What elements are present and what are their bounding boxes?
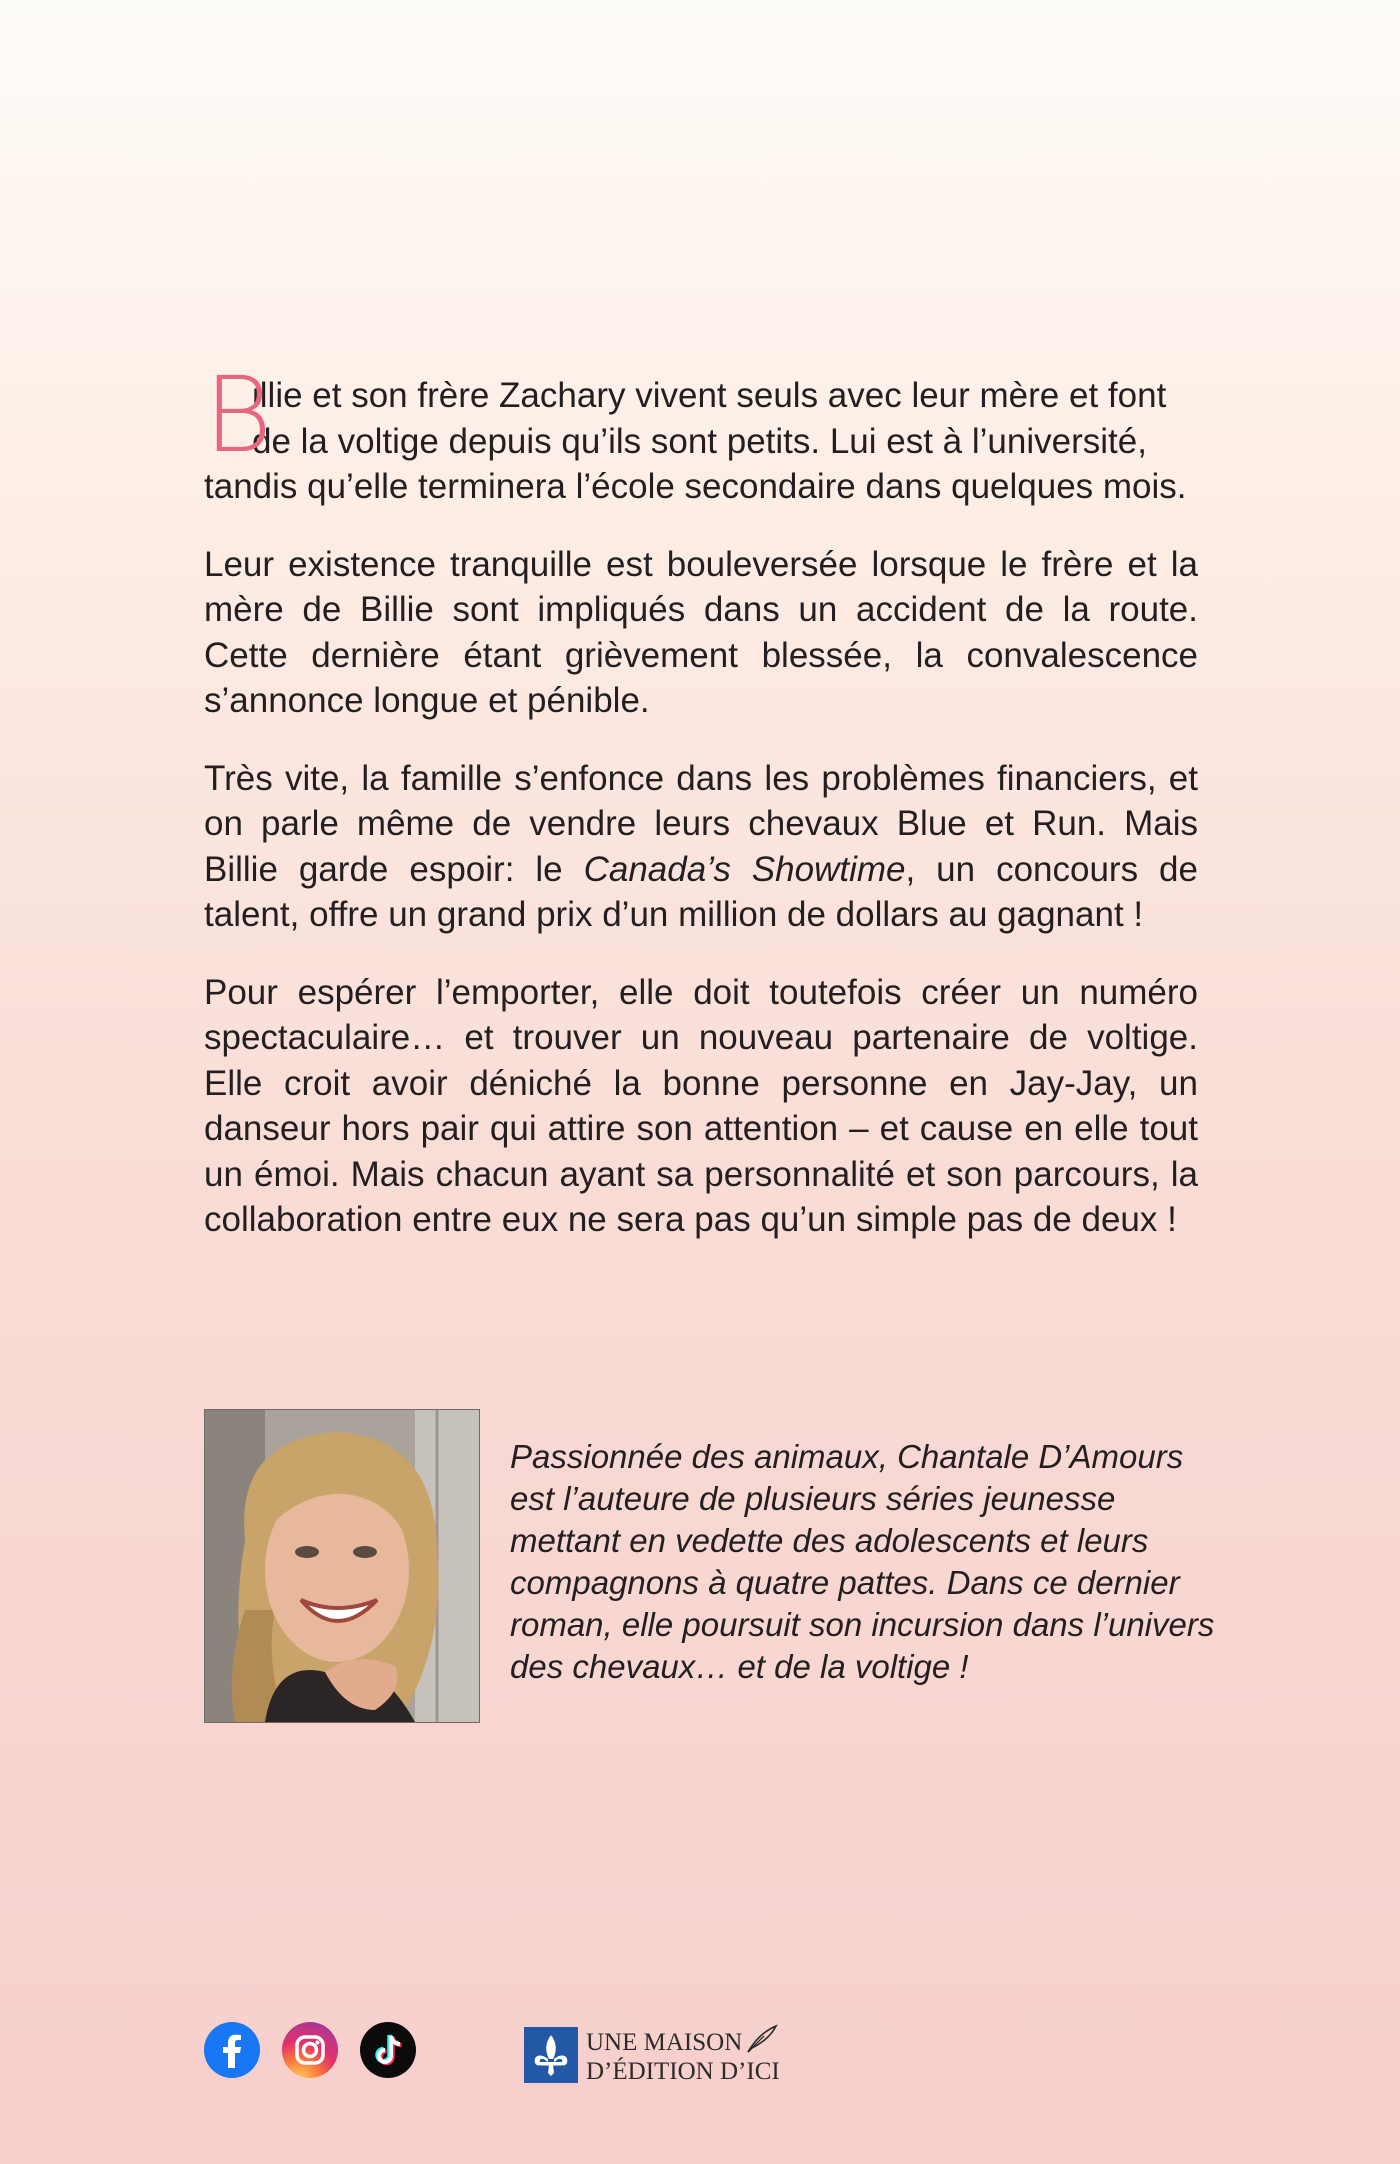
- bio-line: est l’auteure de plusieurs séries jeunesse: [510, 1480, 1116, 1517]
- instagram-icon: [282, 2022, 338, 2078]
- bio-line: des chevaux… et de la voltige !: [510, 1648, 969, 1685]
- blurb-paragraph-2: Leur existence tranquille est bouleversée lorsque le frère et la mère de Billie sont impliqués dans un accident de la route. Cette dernière étant grièvement blessée, la convalescence s’annonce longue et pénible.: [204, 544, 1198, 720]
- publisher-name: [586, 2024, 780, 2086]
- bio-line: roman, elle poursuit son incursion dans l’univers: [510, 1606, 1215, 1643]
- bio-line: compagnons à quatre pattes. Dans ce dernier: [510, 1564, 1180, 1601]
- bio-line: mettant en vedette des adolescents et leurs: [510, 1522, 1149, 1559]
- publisher-line-1-text: UNE MAISON: [586, 2029, 743, 2056]
- facebook-icon: [204, 2022, 260, 2078]
- tiktok-icon: [360, 2022, 416, 2078]
- drop-cap: B: [204, 354, 273, 476]
- blurb-line-1: illie et son frère Zachary vivent seuls avec leur mère et font: [252, 376, 1167, 415]
- blurb-p3-before: Très vite, la famille s’enfonce dans les problèmes financiers, et on parle même de vendre leurs chevaux Blue et Run. Mais Billie garde espoir: le: [204, 758, 1198, 889]
- bio-line: Passionnée des animaux, Chantale D’Amours: [510, 1438, 1184, 1475]
- author-photo: [204, 1409, 480, 1723]
- show-title: Canada’s Showtime: [583, 849, 906, 889]
- quill-icon: [744, 2024, 778, 2054]
- blurb-line-3: tandis qu’elle terminera l’école secondaire dans quelques mois.: [204, 467, 1187, 506]
- publisher-logo: [524, 2024, 780, 2086]
- blurb-paragraph-1: [204, 354, 1198, 510]
- author-bio: [510, 1436, 1215, 1688]
- book-blurb: [204, 354, 1198, 1275]
- blurb-p3-after: , un concours de talent, offre un grand prix d’un million de dollars au gagnant !: [204, 849, 1198, 934]
- fleur-de-lis-icon: [524, 2027, 578, 2083]
- publisher-line-1: [586, 2024, 780, 2057]
- blurb-line-2: de la voltige depuis qu’ils sont petits. Lui est à l’université,: [252, 421, 1147, 461]
- blurb-paragraph-3: [204, 756, 1198, 938]
- blurb-paragraph-4: Pour espérer l’emporter, elle doit toutefois créer un numéro spectaculaire… et trouver un nouveau partenaire de voltige. Elle croit avoir déniché la bonne personne en Jay-Jay, un danseur hors pair qui attire son attention – et cause en elle tout un émoi. Mais chacun ayant sa personnalité et son parcours, la collaboration entre eux ne sera pas qu’un simple pas de deux !: [204, 972, 1198, 1239]
- social-icons: [204, 2022, 416, 2078]
- publisher-line-2: D’ÉDITION D’ICI: [586, 2058, 780, 2085]
